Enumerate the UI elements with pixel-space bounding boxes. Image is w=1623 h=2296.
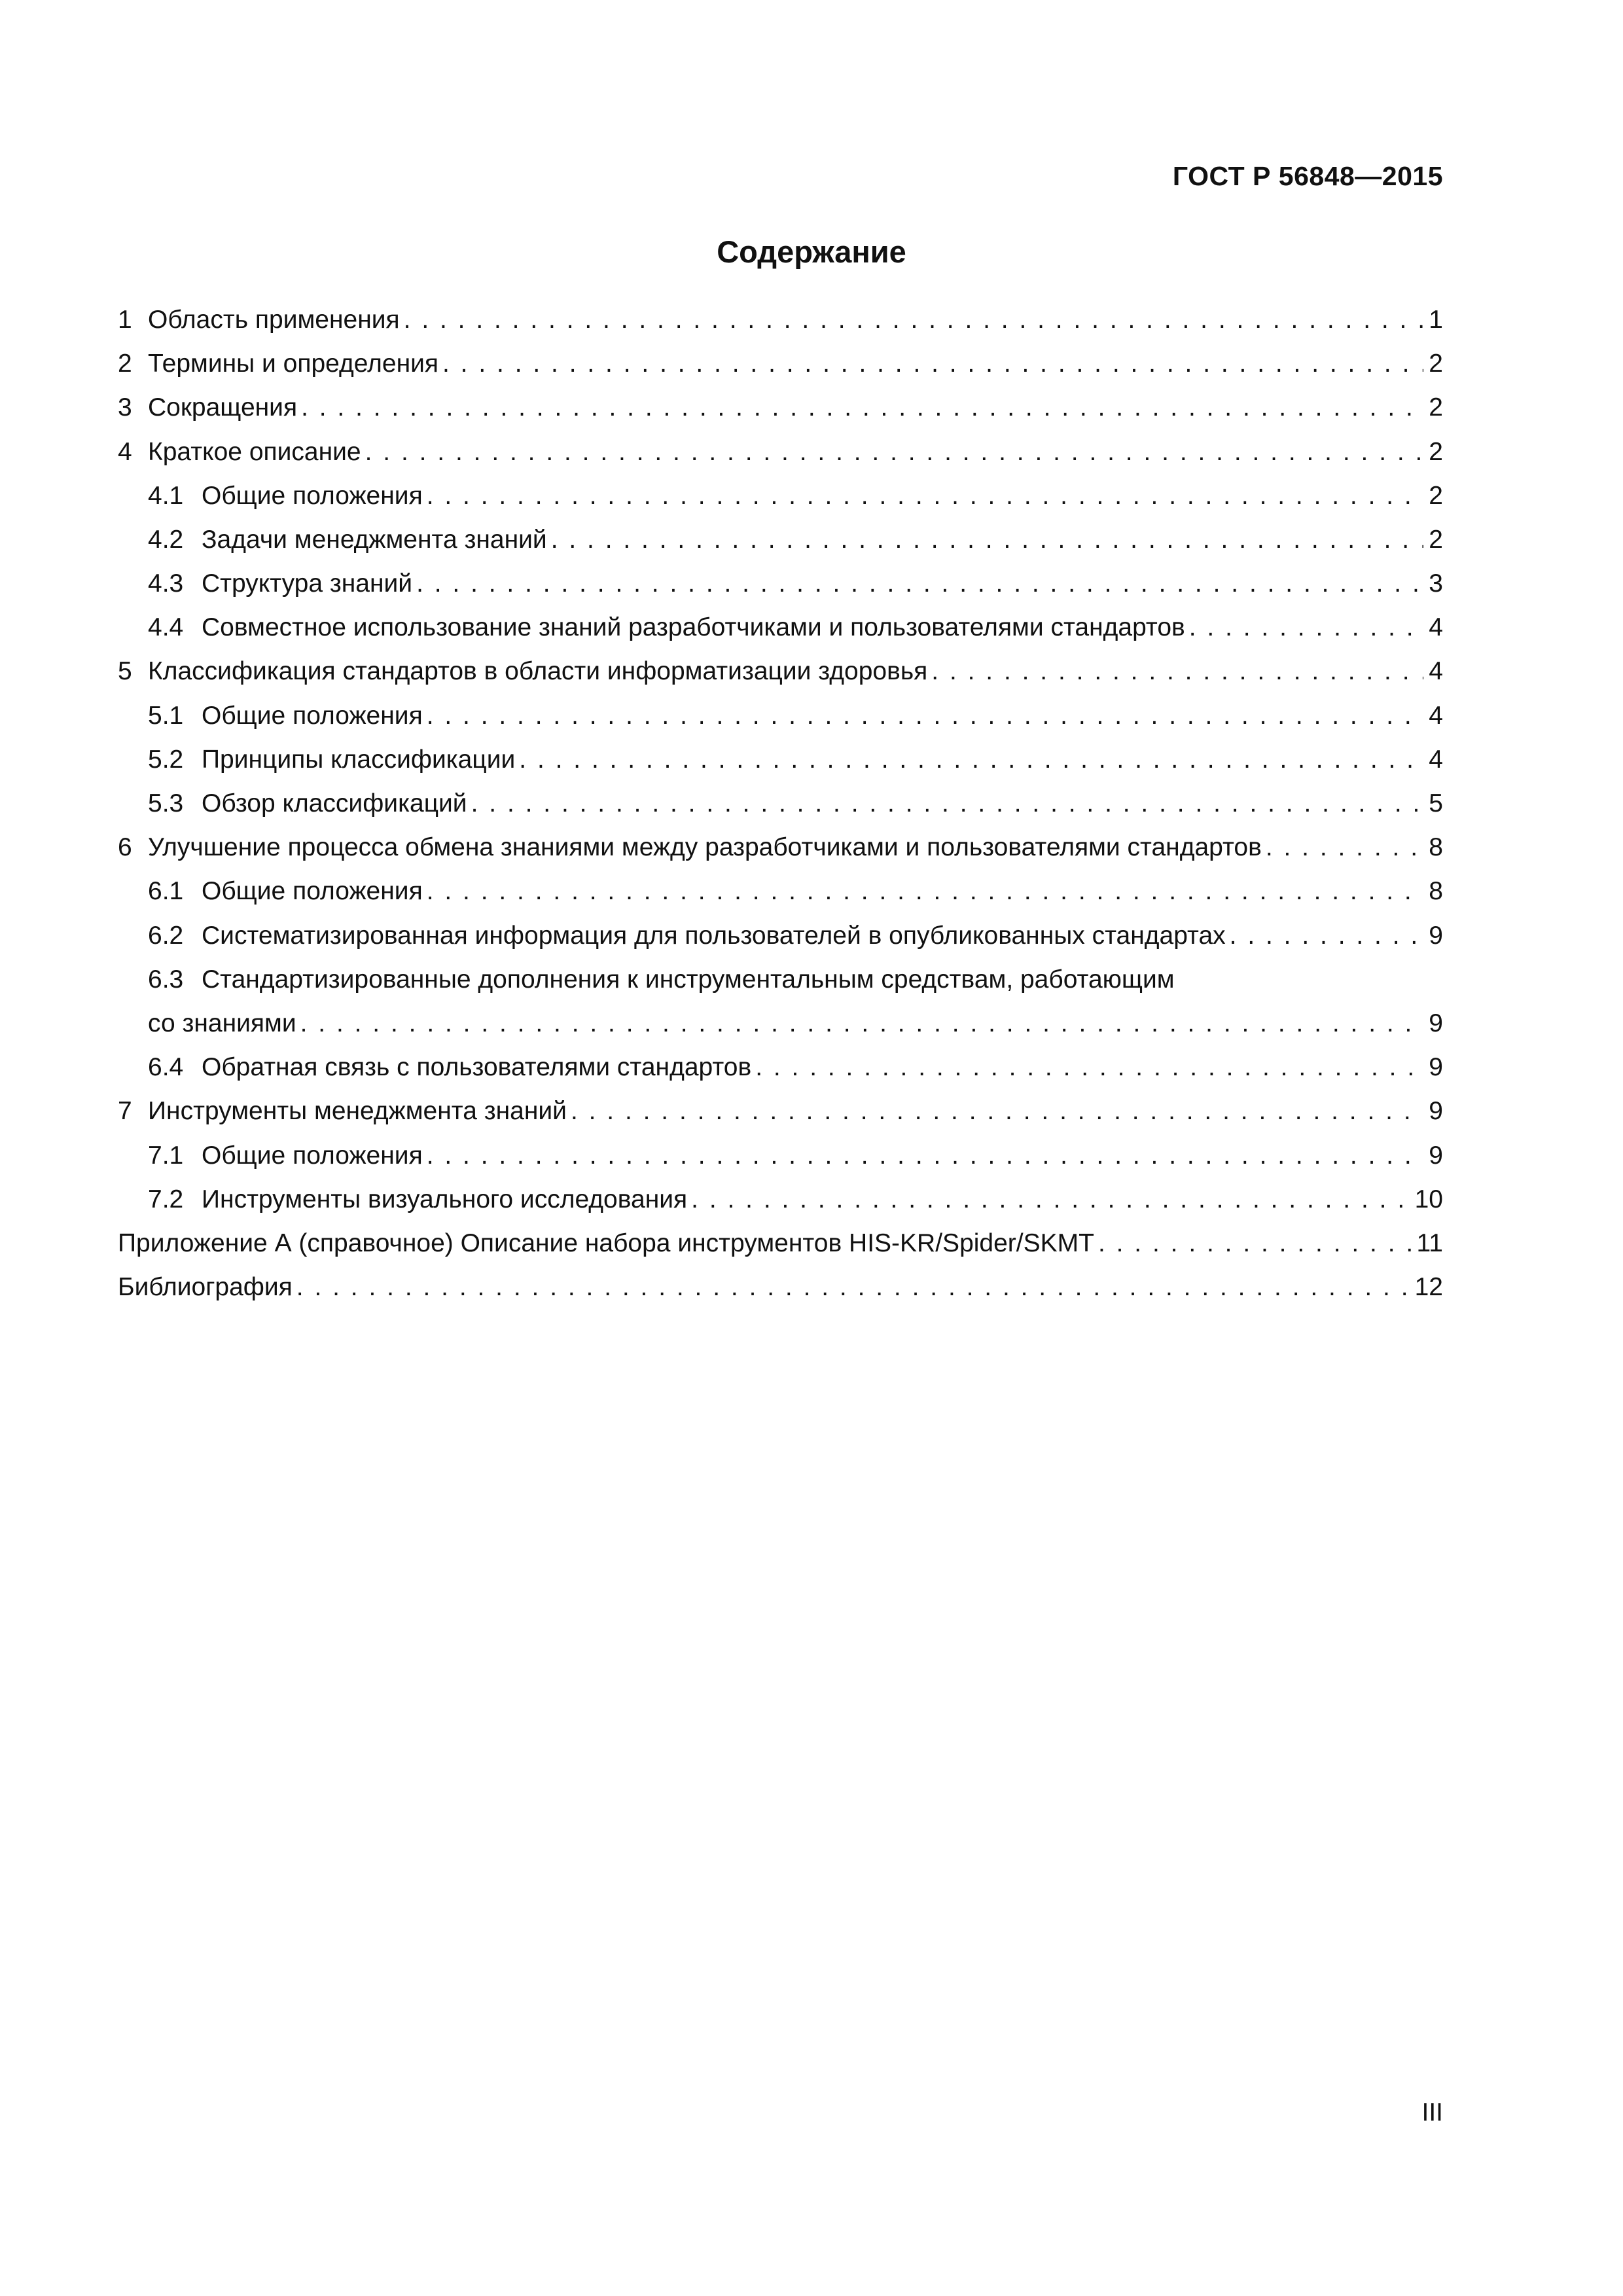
toc-leader-dots xyxy=(361,430,1424,474)
toc-entry-text xyxy=(118,562,1423,605)
toc-leader-dots xyxy=(1262,825,1423,869)
toc-entry[interactable] xyxy=(118,1265,1443,1309)
toc-entry-text xyxy=(118,298,1423,342)
toc-entry-number: 4.1 xyxy=(148,481,184,510)
toc-entry-text xyxy=(118,958,1443,1001)
toc-entry[interactable] xyxy=(118,518,1443,562)
toc-entry-text xyxy=(118,1134,1423,1177)
toc-entry-number: 1 xyxy=(118,305,132,334)
toc-entry-number: 2 xyxy=(118,350,132,378)
toc-entry-title: Библиография xyxy=(118,1273,293,1302)
toc-entry-title: Стандартизированные дополнения к инструментальным средствам, работающим xyxy=(202,965,1175,994)
toc-entry[interactable] xyxy=(118,298,1443,342)
toc-entry-title: Улучшение процесса обмена знаниями между разработчиками и пользователями стандартов xyxy=(148,833,1262,862)
toc-entry[interactable] xyxy=(118,342,1443,386)
toc-entry-text xyxy=(118,342,1423,386)
toc-entry-number: 5.2 xyxy=(148,745,184,774)
toc-entry-page: 2 xyxy=(1429,437,1443,466)
table-of-contents xyxy=(118,298,1443,1309)
toc-entry-number: 3 xyxy=(118,393,132,422)
toc-entry-title: Принципы классификации xyxy=(202,745,516,774)
toc-entry-title: Обратная связь с пользователями стандартов xyxy=(202,1053,752,1082)
toc-entry-page: 9 xyxy=(1429,1097,1443,1126)
toc-leader-dots xyxy=(927,649,1423,693)
toc-leader-dots xyxy=(423,694,1424,738)
toc-entry[interactable] xyxy=(118,1089,1443,1133)
toc-entry-text xyxy=(118,1221,1412,1265)
toc-entry[interactable] xyxy=(118,781,1443,825)
toc-entry[interactable] xyxy=(118,694,1443,738)
toc-entry-number: 6.2 xyxy=(148,921,184,950)
toc-entry-text xyxy=(118,430,1423,474)
document-code: ГОСТ Р 56848—2015 xyxy=(1172,161,1443,191)
toc-entry-text xyxy=(118,1265,1410,1309)
toc-heading: Содержание xyxy=(717,234,906,269)
toc-entry-page: 10 xyxy=(1414,1185,1443,1213)
toc-entry-number: 4 xyxy=(118,437,132,466)
toc-entry-page: 4 xyxy=(1429,613,1443,642)
toc-leader-dots xyxy=(515,738,1423,781)
toc-entry[interactable] xyxy=(118,430,1443,474)
toc-leader-dots xyxy=(467,781,1424,825)
page-number: III xyxy=(1421,2098,1443,2126)
toc-entry-number: 6 xyxy=(118,833,132,862)
toc-leader-dots xyxy=(1094,1221,1412,1265)
toc-entry[interactable] xyxy=(118,1177,1443,1221)
toc-leader-dots xyxy=(412,562,1423,605)
toc-entry-page: 9 xyxy=(1429,1053,1443,1082)
toc-entry-title: Термины и определения xyxy=(148,350,439,378)
toc-entry-title: Систематизированная информация для пользователей в опубликованных стандартах xyxy=(202,921,1226,950)
toc-entry[interactable] xyxy=(118,562,1443,605)
toc-entry-page: 5 xyxy=(1429,789,1443,818)
toc-leader-dots xyxy=(423,474,1424,518)
toc-entry-page: 8 xyxy=(1429,877,1443,906)
toc-leader-dots xyxy=(1185,605,1424,649)
toc-entry-text xyxy=(118,825,1423,869)
toc-entry[interactable] xyxy=(118,914,1443,958)
toc-entry-page: 2 xyxy=(1429,350,1443,378)
toc-entry[interactable] xyxy=(118,1045,1443,1089)
toc-entry-text xyxy=(118,869,1423,913)
toc-entry-page: 1 xyxy=(1429,305,1443,334)
toc-entry[interactable] xyxy=(118,605,1443,649)
toc-entry-number: 7.1 xyxy=(148,1141,184,1170)
toc-entry-text xyxy=(118,914,1423,958)
toc-entry-title: Классификация стандартов в области информатизации здоровья xyxy=(148,657,928,686)
toc-entry-title: Инструменты визуального исследования xyxy=(202,1185,688,1213)
toc-entry-title: Обзор классификаций xyxy=(202,789,467,818)
toc-entry-title: Задачи менеджмента знаний xyxy=(202,525,547,554)
toc-entry-text xyxy=(118,1177,1410,1221)
toc-entry-page: 9 xyxy=(1429,1141,1443,1170)
toc-entry-page: 12 xyxy=(1414,1273,1443,1302)
toc-entry-text xyxy=(118,1001,1423,1045)
toc-entry[interactable] xyxy=(118,474,1443,518)
toc-entry-text xyxy=(118,386,1423,429)
toc-leader-dots xyxy=(751,1045,1423,1089)
toc-entry-title: Совместное использование знаний разработчиками и пользователями стандартов xyxy=(202,613,1185,642)
toc-leader-dots xyxy=(567,1089,1423,1133)
toc-entry[interactable] xyxy=(118,1001,1443,1045)
toc-entry-page: 11 xyxy=(1416,1229,1443,1257)
toc-entry-number: 5 xyxy=(118,657,132,686)
toc-entry-title: Краткое описание xyxy=(148,437,361,466)
toc-entry-number: 4.4 xyxy=(148,613,184,642)
toc-leader-dots xyxy=(1226,914,1424,958)
toc-leader-dots xyxy=(400,298,1424,342)
toc-entry-title: Общие положения xyxy=(202,1141,423,1170)
toc-entry[interactable] xyxy=(118,650,1443,694)
toc-leader-dots xyxy=(438,342,1423,386)
toc-entry-number: 4.2 xyxy=(148,525,184,554)
toc-entry-number: 5.3 xyxy=(148,789,184,818)
toc-entry-text xyxy=(118,518,1423,562)
toc-entry-title: Приложение А (справочное) Описание набора инструментов HIS-KR/Spider/SKMT xyxy=(118,1229,1094,1257)
toc-entry[interactable] xyxy=(118,386,1443,429)
toc-entry[interactable] xyxy=(118,825,1443,869)
toc-leader-dots xyxy=(547,518,1424,562)
toc-entry-text xyxy=(118,474,1423,518)
toc-entry-text xyxy=(118,738,1423,781)
toc-entry-page: 4 xyxy=(1429,657,1443,686)
toc-entry-page: 9 xyxy=(1429,1009,1443,1037)
toc-entry-number: 7 xyxy=(118,1097,132,1126)
toc-leader-dots xyxy=(687,1177,1409,1221)
toc-entry-text xyxy=(118,781,1423,825)
toc-entry[interactable] xyxy=(118,1134,1443,1177)
toc-leader-dots xyxy=(296,1001,1424,1045)
toc-entry[interactable] xyxy=(118,958,1443,1001)
toc-entry-title: Общие положения xyxy=(202,701,423,730)
toc-entry-number: 4.3 xyxy=(148,569,184,598)
toc-entry-title: Общие положения xyxy=(202,481,423,510)
toc-entry-page: 4 xyxy=(1429,745,1443,774)
toc-entry-title: Общие положения xyxy=(202,877,423,906)
toc-entry-page: 8 xyxy=(1429,833,1443,862)
toc-entry-page: 3 xyxy=(1429,569,1443,598)
toc-entry-text xyxy=(118,1045,1423,1089)
toc-entry-page: 4 xyxy=(1429,701,1443,730)
toc-entry-title: Структура знаний xyxy=(202,569,413,598)
toc-entry-number: 5.1 xyxy=(148,701,184,730)
toc-leader-dots xyxy=(423,1134,1424,1177)
toc-entry-text xyxy=(118,694,1423,738)
toc-entry-number: 6.1 xyxy=(148,877,184,906)
toc-entry[interactable] xyxy=(118,1221,1443,1265)
toc-entry-title: Инструменты менеджмента знаний xyxy=(148,1097,567,1126)
toc-entry-number: 6.4 xyxy=(148,1053,184,1082)
toc-entry[interactable] xyxy=(118,738,1443,781)
toc-leader-dots xyxy=(297,386,1423,429)
toc-entry-title: Сокращения xyxy=(148,393,298,422)
toc-entry-page: 2 xyxy=(1429,393,1443,422)
toc-leader-dots xyxy=(293,1265,1410,1309)
toc-entry-text xyxy=(118,605,1423,649)
toc-entry-page: 2 xyxy=(1429,525,1443,554)
toc-entry-text xyxy=(118,649,1423,693)
toc-entry-page: 2 xyxy=(1429,481,1443,510)
toc-entry-text xyxy=(118,1089,1423,1133)
toc-entry-page: 9 xyxy=(1429,921,1443,950)
toc-entry-title: Область применения xyxy=(148,305,400,334)
toc-entry-number: 6.3 xyxy=(148,965,184,994)
toc-entry[interactable] xyxy=(118,869,1443,913)
toc-entry-title: со знаниями xyxy=(148,1009,296,1037)
toc-entry-number: 7.2 xyxy=(148,1185,184,1213)
toc-leader-dots xyxy=(423,869,1424,913)
